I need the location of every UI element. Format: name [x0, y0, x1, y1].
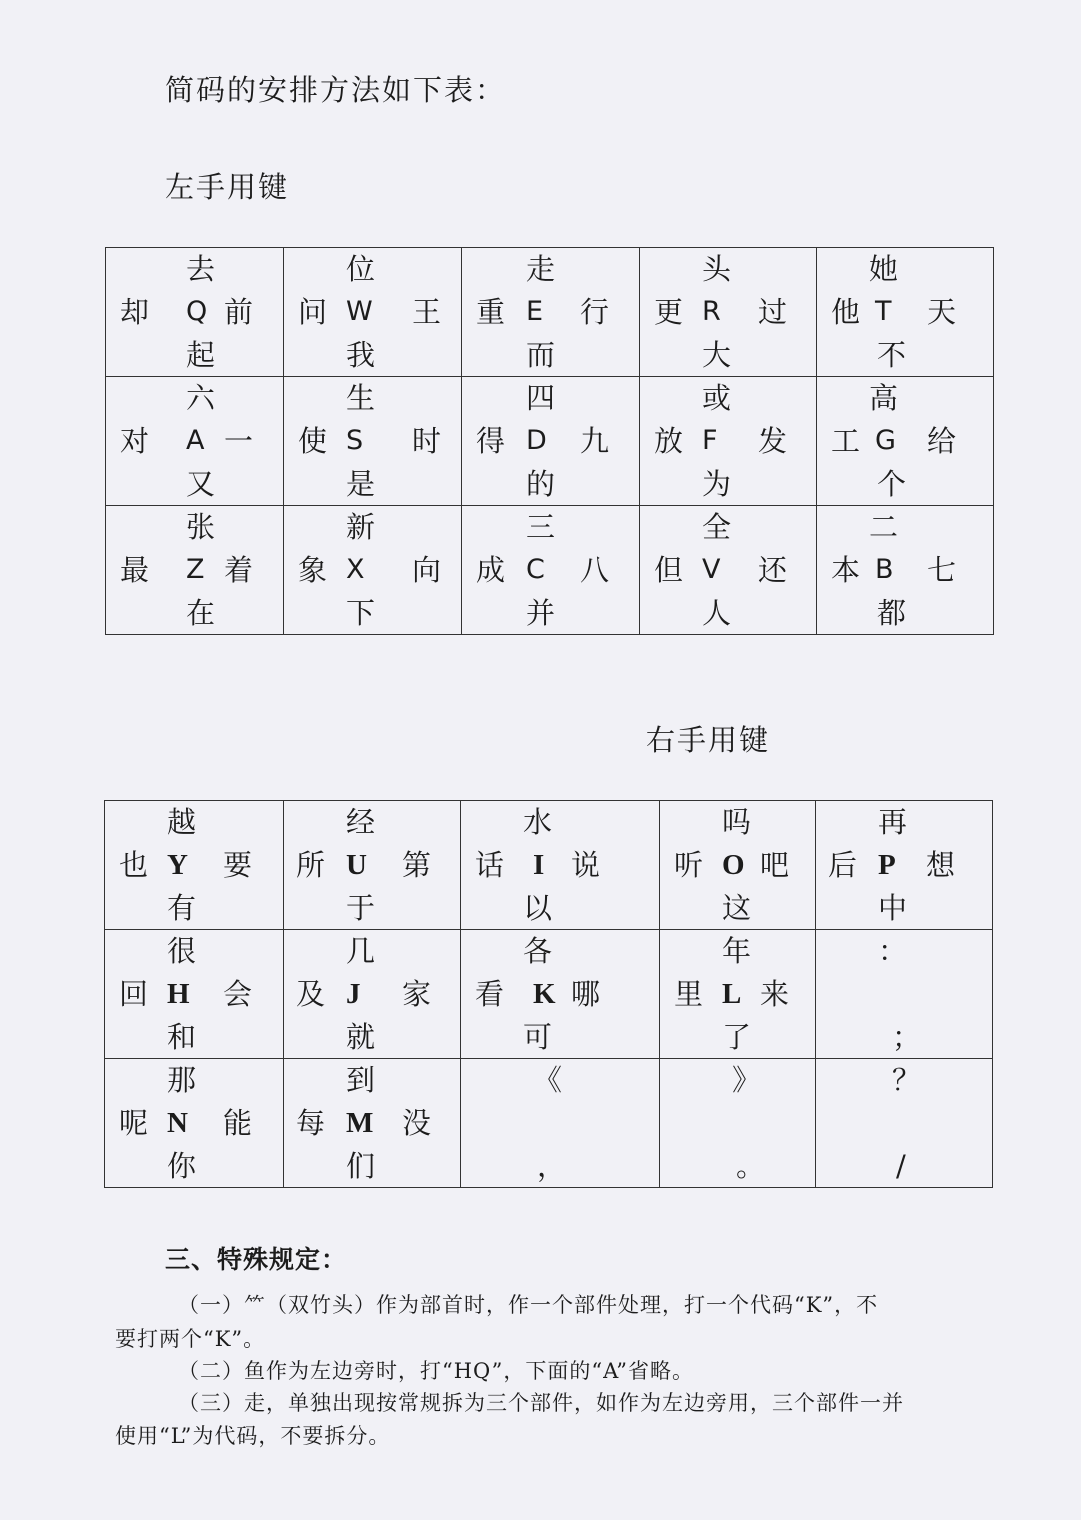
cell-left-char: 回	[119, 977, 149, 1011]
cell-right-char: 王	[412, 295, 442, 329]
cell-top-char: 年	[722, 934, 752, 968]
left-hand-table	[105, 247, 994, 635]
key-cell	[106, 248, 284, 377]
cell-right-char: 行	[580, 295, 610, 329]
key-cell	[816, 1059, 993, 1188]
cell-top-char: 四	[526, 381, 556, 415]
key-cell	[284, 377, 462, 506]
cell-bottom-char: 在	[186, 596, 216, 630]
cell-top-char: 生	[346, 381, 376, 415]
cell-top-char: 越	[167, 805, 197, 839]
cell-bottom-char: 你	[167, 1149, 197, 1183]
cell-bottom-char: 并	[526, 596, 556, 630]
cell-bottom-char: 而	[526, 338, 556, 372]
cell-key-char: F	[702, 425, 718, 456]
cell-key-char: O	[722, 849, 745, 881]
key-cell	[462, 377, 640, 506]
key-cell	[284, 1059, 461, 1188]
cell-bottom-char: 了	[722, 1020, 752, 1054]
cell-bottom-char: 为	[702, 467, 732, 501]
rule-3-line-1: （三）走，单独出现按常规拆为三个部件，如作为左边旁用，三个部件一并	[178, 1391, 904, 1415]
cell-left-char: 得	[476, 424, 506, 458]
cell-bottom-char: 人	[702, 596, 732, 630]
cell-key-char: L	[722, 978, 742, 1010]
cell-top-char: ？	[892, 1063, 922, 1097]
cell-key-char: E	[526, 296, 544, 327]
cell-left-char: 及	[296, 977, 326, 1011]
key-row	[106, 248, 994, 377]
key-row	[105, 801, 993, 930]
cell-left-char: 但	[654, 553, 684, 587]
key-cell	[817, 506, 994, 635]
right-hand-table	[104, 800, 993, 1188]
cell-key-char: Q	[186, 296, 208, 327]
cell-bottom-char: 都	[877, 596, 907, 630]
cell-top-char: 经	[346, 805, 376, 839]
cell-key-char: B	[875, 554, 894, 585]
key-cell	[284, 506, 462, 635]
cell-left-char: 后	[828, 848, 858, 882]
cell-key-char: I	[533, 849, 545, 881]
cell-left-char: 看	[475, 977, 505, 1011]
cell-right-char: 没	[402, 1106, 432, 1140]
cell-key-char: K	[533, 978, 556, 1010]
cell-right-char: 过	[758, 295, 788, 329]
cell-bottom-char: 的	[526, 467, 556, 501]
cell-right-char: 哪	[571, 977, 601, 1011]
cell-top-char: 位	[346, 252, 376, 286]
cell-left-char: 呢	[119, 1106, 149, 1140]
cell-bottom-char: 起	[186, 338, 216, 372]
cell-left-char: 最	[120, 553, 150, 587]
cell-left-char: 重	[476, 295, 506, 329]
key-cell	[660, 930, 816, 1059]
key-cell	[461, 1059, 660, 1188]
cell-top-char: 全	[702, 510, 732, 544]
key-cell	[461, 801, 660, 930]
cell-top-char: 走	[526, 252, 556, 286]
cell-bottom-char: 就	[346, 1020, 376, 1054]
cell-top-char: 吗	[722, 805, 752, 839]
cell-bottom-char: ；	[892, 1020, 922, 1054]
key-cell	[105, 930, 284, 1059]
cell-right-char: 八	[580, 553, 610, 587]
cell-bottom-char: 这	[722, 891, 752, 925]
cell-key-char: D	[526, 425, 547, 456]
cell-top-char: 二	[869, 510, 899, 544]
key-cell	[816, 930, 993, 1059]
key-cell	[461, 930, 660, 1059]
cell-key-char: G	[875, 425, 896, 456]
key-cell	[462, 506, 640, 635]
cell-right-char: 家	[402, 977, 432, 1011]
key-cell	[284, 801, 461, 930]
cell-left-char: 听	[674, 848, 704, 882]
cell-bottom-char: 和	[167, 1020, 197, 1054]
rule-1-line-1: （一）⺮（双竹头）作为部首时，作一个部件处理，打一个代码“K”，不	[178, 1293, 879, 1317]
cell-left-char: 放	[654, 424, 684, 458]
cell-left-char: 里	[674, 977, 704, 1011]
cell-bottom-char: 又	[186, 467, 216, 501]
cell-right-char: 天	[927, 295, 957, 329]
cell-key-char: R	[702, 296, 721, 327]
cell-top-char: 几	[346, 934, 376, 968]
cell-right-char: 给	[927, 424, 957, 458]
cell-top-char: 她	[869, 252, 899, 286]
cell-bottom-char: 个	[877, 467, 907, 501]
cell-top-char: 六	[186, 381, 216, 415]
cell-right-char: 一	[224, 424, 254, 458]
key-cell	[640, 248, 817, 377]
key-cell	[106, 506, 284, 635]
key-cell	[284, 930, 461, 1059]
cell-right-char: 时	[412, 424, 442, 458]
cell-right-char: 要	[223, 848, 253, 882]
cell-key-char: V	[702, 554, 721, 585]
cell-bottom-char: 我	[346, 338, 376, 372]
cell-bottom-char: 可	[523, 1020, 553, 1054]
rule-3-line-2: 使用“L”为代码，不要拆分。	[115, 1424, 391, 1448]
cell-right-char: 前	[224, 295, 254, 329]
cell-top-char: 三	[526, 510, 556, 544]
cell-right-char: 着	[224, 553, 254, 587]
key-cell	[817, 377, 994, 506]
cell-left-char: 工	[831, 424, 861, 458]
cell-key-char: J	[346, 978, 361, 1010]
cell-top-char: 去	[186, 252, 216, 286]
key-cell	[660, 1059, 816, 1188]
cell-top-char: 很	[167, 934, 197, 968]
cell-top-char: 》	[732, 1063, 762, 1097]
cell-key-char: W	[346, 296, 373, 327]
key-row	[106, 506, 994, 635]
cell-top-char: 头	[702, 252, 732, 286]
key-cell	[105, 801, 284, 930]
cell-top-char: 水	[523, 805, 553, 839]
cell-bottom-char: 中	[878, 891, 908, 925]
intro-text: 简码的安排方法如下表：	[165, 73, 507, 107]
cell-top-char: ：	[878, 934, 908, 968]
rule-2: （二）鱼作为左边旁时，打“HQ”，下面的“A”省略。	[178, 1359, 694, 1383]
cell-left-char: 对	[120, 424, 150, 458]
cell-right-char: 还	[758, 553, 788, 587]
key-cell	[640, 377, 817, 506]
cell-top-char: 张	[186, 510, 216, 544]
cell-key-char: M	[346, 1107, 374, 1139]
cell-bottom-char: 们	[346, 1149, 376, 1183]
cell-top-char: 或	[702, 381, 732, 415]
key-cell	[817, 248, 994, 377]
cell-left-char: 他	[831, 295, 861, 329]
key-cell	[462, 248, 640, 377]
key-cell	[660, 801, 816, 930]
cell-bottom-char: ，	[537, 1149, 567, 1183]
cell-top-char: 到	[346, 1063, 376, 1097]
key-row	[105, 1059, 993, 1188]
cell-bottom-char: 不	[877, 338, 907, 372]
key-cell	[816, 801, 993, 930]
cell-key-char: U	[346, 849, 367, 881]
cell-key-char: X	[346, 554, 365, 585]
cell-bottom-char: /	[896, 1149, 906, 1183]
cell-key-char: A	[186, 425, 205, 456]
key-cell	[640, 506, 817, 635]
section-heading: 三、特殊规定：	[165, 1245, 348, 1274]
cell-left-char: 话	[475, 848, 505, 882]
cell-left-char: 每	[296, 1106, 326, 1140]
key-cell	[106, 377, 284, 506]
cell-key-char: Z	[186, 554, 205, 585]
cell-right-char: 七	[927, 553, 957, 587]
key-row	[105, 930, 993, 1059]
cell-top-char: 高	[869, 381, 899, 415]
cell-bottom-char: 下	[346, 596, 376, 630]
cell-top-char: 再	[878, 805, 908, 839]
cell-bottom-char: 以	[523, 891, 553, 925]
cell-left-char: 也	[119, 848, 149, 882]
cell-bottom-char: 有	[167, 891, 197, 925]
cell-top-char: 《	[533, 1063, 563, 1097]
cell-left-char: 所	[296, 848, 326, 882]
right-hand-title: 右手用键	[646, 723, 771, 757]
cell-right-char: 能	[223, 1106, 253, 1140]
rule-1-line-2: 要打两个“K”。	[115, 1327, 266, 1351]
cell-key-char: T	[875, 296, 892, 327]
cell-left-char: 使	[298, 424, 328, 458]
cell-right-char: 向	[412, 553, 442, 587]
cell-right-char: 第	[402, 848, 432, 882]
key-cell	[284, 248, 462, 377]
cell-key-char: H	[167, 978, 190, 1010]
key-row	[106, 377, 994, 506]
cell-bottom-char: 于	[346, 891, 376, 925]
cell-right-char: 会	[223, 977, 253, 1011]
cell-right-char: 九	[580, 424, 610, 458]
cell-key-char: Y	[167, 849, 188, 881]
cell-left-char: 问	[298, 295, 328, 329]
cell-right-char: 发	[758, 424, 788, 458]
cell-left-char: 却	[120, 295, 150, 329]
cell-right-char: 吧	[760, 848, 790, 882]
cell-left-char: 本	[831, 553, 861, 587]
left-hand-title: 左手用键	[165, 170, 290, 204]
cell-right-char: 来	[760, 977, 790, 1011]
cell-right-char: 想	[926, 848, 956, 882]
cell-bottom-char: 大	[702, 338, 732, 372]
cell-key-char: N	[167, 1107, 188, 1139]
cell-left-char: 更	[654, 295, 684, 329]
key-cell	[105, 1059, 284, 1188]
cell-key-char: S	[346, 425, 364, 456]
cell-key-char: C	[526, 554, 545, 585]
cell-top-char: 各	[523, 934, 553, 968]
cell-key-char: P	[878, 849, 896, 881]
cell-top-char: 新	[346, 510, 376, 544]
cell-left-char: 象	[298, 553, 328, 587]
cell-bottom-char: 是	[346, 467, 376, 501]
cell-right-char: 说	[571, 848, 601, 882]
cell-top-char: 那	[167, 1063, 197, 1097]
cell-bottom-char: 。	[736, 1149, 766, 1183]
cell-left-char: 成	[476, 553, 506, 587]
